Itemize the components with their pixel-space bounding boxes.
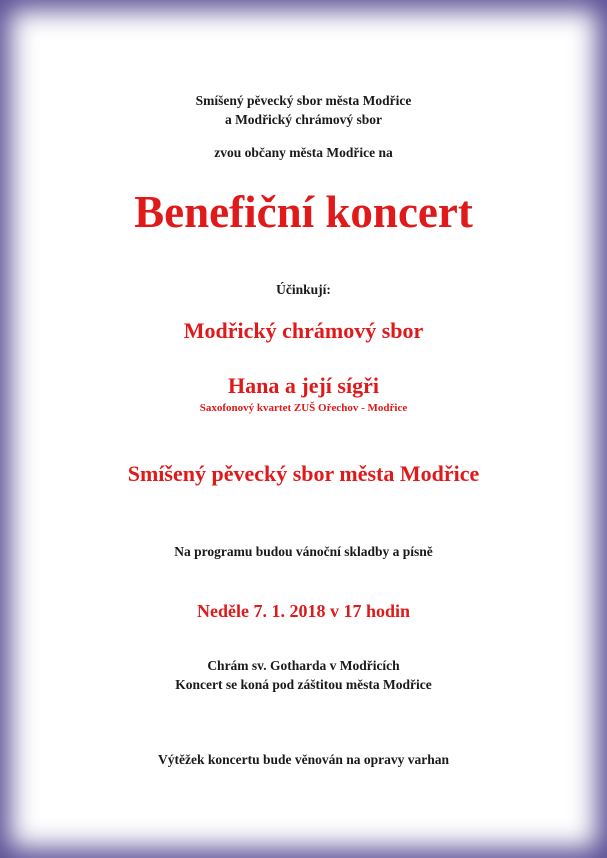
performer-church-choir: Modřický chrámový sbor — [183, 318, 424, 343]
host-line-1: Smíšený pěvecký sbor města Modřice — [195, 93, 412, 108]
host-line-2: a Modřický chrámový sbor — [224, 112, 383, 127]
performer-mixed-choir: Smíšený pěvecký sbor města Modřice — [127, 461, 480, 486]
venue-location: Chrám sv. Gotharda v Modřicích — [207, 658, 400, 673]
performer-hana-name: Hana a její sígři — [228, 373, 379, 398]
program-text: Na programu budou vánoční skladby a písně — [174, 544, 433, 559]
page-title: Benefiční koncert — [134, 187, 473, 237]
venue-patronage: Koncert se koná pod záštitou města Modřice — [175, 677, 432, 692]
date-time: Neděle 7. 1. 2018 v 17 hodin — [196, 601, 410, 621]
performers-heading: Účinkují: — [276, 282, 331, 297]
proceeds-note: Výtěžek koncertu bude věnován na opravy varhan — [157, 752, 449, 767]
invite-line: zvou občany města Modřice na — [214, 145, 393, 160]
performer-hana-subtitle: Saxofonový kvartet ZUŠ Ořechov - Modřice — [199, 402, 408, 414]
